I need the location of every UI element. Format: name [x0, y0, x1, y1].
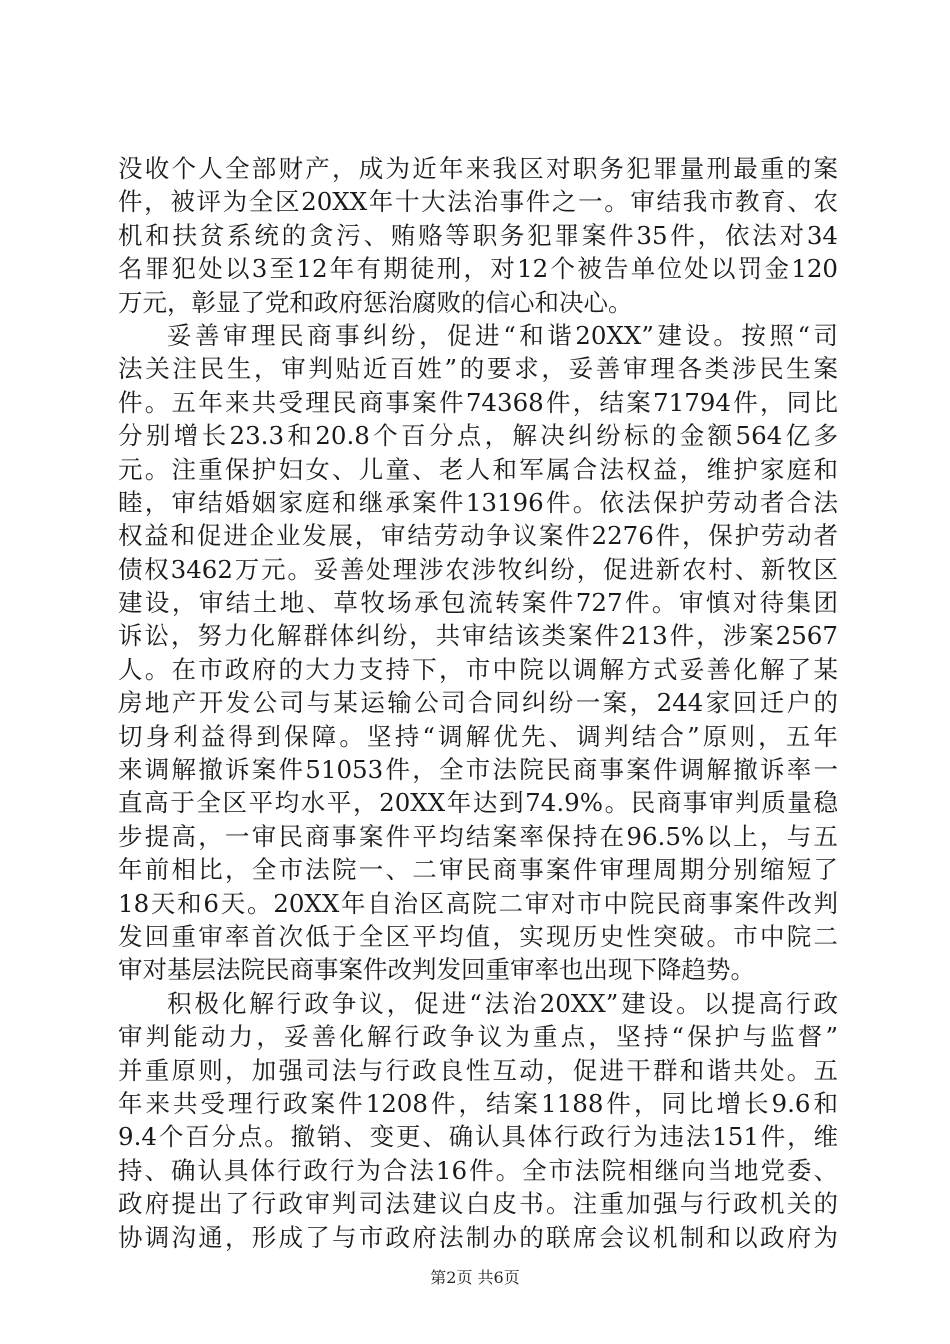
text-line: 房地产开发公司与某运输公司合同纠纷一案，244家回迁户的	[118, 688, 838, 718]
text-line: 18天和6天。20XX年自治区高院二审对市中院民商事案件改判	[118, 888, 838, 918]
text-line: 积极化解行政争议，促进“法治20XX”建设。以提高行政	[167, 988, 838, 1018]
text-line: 审判能动力，妥善化解行政争议为重点，坚持“保护与监督”	[118, 1022, 838, 1052]
text-line: 人。在市政府的大力支持下，市中院以调解方式妥善化解了某	[118, 654, 838, 684]
text-line: 名罪犯处以3至12年有期徒刑，对12个被告单位处以罚金120	[118, 254, 838, 284]
text-line: 协调沟通，形成了与市政府法制办的联席会议机制和以政府为	[118, 1222, 838, 1252]
text-line: 件，被评为全区20XX年十大法治事件之一。审结我市教育、农	[118, 187, 838, 217]
document-body	[118, 152, 838, 1254]
text-line: 政府提出了行政审判司法建议白皮书。注重加强与行政机关的	[118, 1189, 838, 1219]
text-line: 持、确认具体行政行为合法16件。全市法院相继向当地党委、	[118, 1155, 838, 1185]
text-line: 年来共受理行政案件1208件，结案1188件，同比增长9.6和	[118, 1088, 838, 1118]
text-line: 没收个人全部财产，成为近年来我区对职务犯罪量刑最重的案	[118, 154, 838, 183]
text-line: 妥善审理民商事纠纷，促进“和谐20XX”建设。按照“司	[167, 320, 838, 350]
text-line: 直高于全区平均水平，20XX年达到74.9%。民商事审判质量稳	[118, 788, 838, 818]
text-line: 元。注重保护妇女、儿童、老人和军属合法权益，维护家庭和	[118, 454, 838, 484]
text-line: 来调解撤诉案件51053件，全市法院民商事案件调解撤诉率一	[118, 755, 838, 785]
text-line: 切身利益得到保障。坚持“调解优先、调判结合”原则，五年	[118, 721, 838, 751]
text-line: 建设，审结土地、草牧场承包流转案件727件。审慎对待集团	[118, 588, 838, 618]
text-line: 分别增长23.3和20.8个百分点，解决纠纷标的金额564亿多	[118, 421, 838, 451]
text-line: 债权3462万元。妥善处理涉农涉牧纠纷，促进新农村、新牧区	[118, 554, 838, 584]
text-line: 权益和促进企业发展，审结劳动争议案件2276件，保护劳动者	[118, 521, 838, 551]
text-line: 审对基层法院民商事案件改判发回重审率也出现下降趋势。	[118, 955, 755, 985]
text-line: 发回重审率首次低于全区平均值，实现历史性突破。市中院二	[118, 921, 838, 951]
text-line: 年前相比，全市法院一、二审民商事案件审理周期分别缩短了	[118, 855, 838, 885]
text-line: 法关注民生，审判贴近百姓”的要求，妥善审理各类涉民生案	[118, 354, 838, 384]
text-line: 9.4个百分点。撤销、变更、确认具体行政行为违法151件，维	[118, 1122, 838, 1152]
page-number-footer: 第2页 共6页	[430, 1268, 520, 1287]
text-line: 机和扶贫系统的贪污、贿赂等职务犯罪案件35件，依法对34	[118, 220, 838, 250]
text-line: 并重原则，加强司法与行政良性互动，促进干群和谐共处。五	[118, 1055, 838, 1085]
text-line: 睦，审结婚姻家庭和继承案件13196件。依法保护劳动者合法	[118, 487, 838, 517]
text-line: 步提高，一审民商事案件平均结案率保持在96.5%以上，与五	[118, 821, 838, 851]
text-line: 件。五年来共受理民商事案件74368件，结案71794件，同比	[118, 387, 838, 417]
text-line: 诉讼，努力化解群体纠纷，共审结该类案件213件，涉案2567	[118, 621, 838, 651]
text-line: 万元，彰显了党和政府惩治腐败的信心和决心。	[118, 287, 633, 317]
